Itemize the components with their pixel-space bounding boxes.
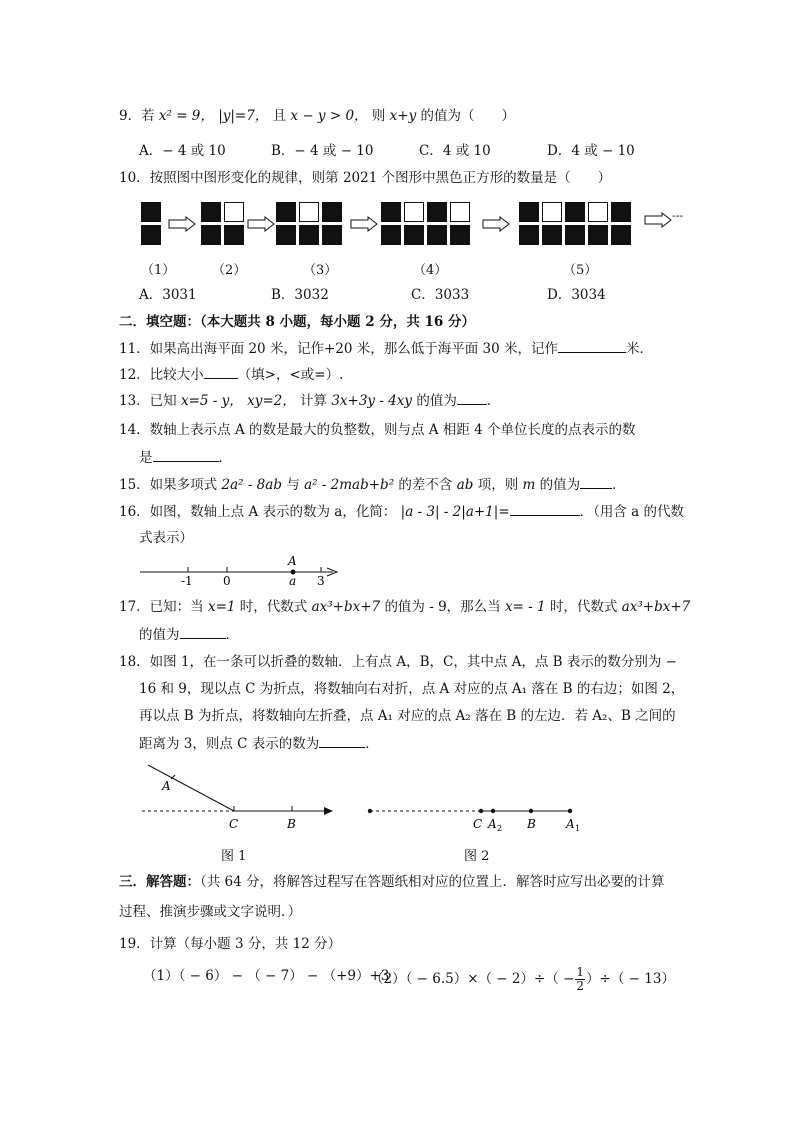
fraction-denominator: 2 xyxy=(576,979,585,993)
q14-line-2 xyxy=(139,447,232,468)
q10-option-b: B．3032 xyxy=(271,287,329,303)
q16-text: ．（用含 a 的代数 xyxy=(579,504,685,520)
black-square xyxy=(276,202,296,222)
q10-option-d: D．3034 xyxy=(547,287,606,303)
figure-label-3: （3） xyxy=(303,263,338,278)
fraction-numerator: 1 xyxy=(576,965,585,979)
q15-text: ． xyxy=(612,477,626,493)
figure-label-4: （4） xyxy=(413,263,448,278)
q16-line-1 xyxy=(119,501,684,522)
q17-line-2 xyxy=(139,624,239,645)
white-square xyxy=(588,202,608,222)
black-square xyxy=(322,225,342,245)
q9-equation-1: x² = 9， xyxy=(158,108,214,124)
q15-variable: m xyxy=(522,477,536,493)
q16-text: 16．如图，数轴上点 A 表示的数为 a，化简： xyxy=(119,504,397,520)
black-square xyxy=(381,225,401,245)
answer-blank xyxy=(457,390,487,405)
point-a2-label: A xyxy=(488,817,497,831)
q13-text: ． xyxy=(486,393,501,409)
q13-text: 计算 xyxy=(300,393,328,409)
point-a-label: A xyxy=(288,554,297,568)
q15-term: ab xyxy=(456,477,474,493)
ellipsis: --- xyxy=(672,209,684,222)
section-2-header xyxy=(119,312,475,332)
black-square xyxy=(322,202,342,222)
tick-label: 0 xyxy=(223,574,231,588)
q13 xyxy=(119,390,500,411)
axis-arrow-icon xyxy=(324,807,333,815)
q17-line-1 xyxy=(119,597,690,617)
q17-condition: x= - 1 xyxy=(504,599,546,615)
figure-2-caption: 图 2 xyxy=(464,849,490,864)
q17-expression: ax³+bx+7 xyxy=(621,599,691,615)
white-square xyxy=(404,202,424,222)
black-square xyxy=(224,225,244,245)
q9-expression: x+y xyxy=(389,108,417,124)
black-square xyxy=(542,225,562,245)
q14-text: 是 xyxy=(139,450,153,466)
q17-text: 的值为 - 9，那么当 xyxy=(384,599,501,615)
black-square xyxy=(381,202,401,222)
right-arrow-icon xyxy=(247,216,275,232)
q12 xyxy=(119,364,343,385)
figure-1-caption: 图 1 xyxy=(221,849,247,864)
q15-text: 项，则 xyxy=(477,477,519,493)
black-square xyxy=(611,225,631,245)
q13-text: 的值为 xyxy=(416,393,457,409)
black-square xyxy=(141,202,161,222)
q18-text: ． xyxy=(365,736,379,752)
figure-label-1: （1） xyxy=(141,263,176,278)
black-square xyxy=(565,202,585,222)
section-3-text: （共 64 分，将解答过程写在答题纸相对应的位置上．解答时应写出必要的计算 xyxy=(200,874,665,890)
q9-option-c: C．4 或 10 xyxy=(419,143,491,159)
black-square xyxy=(611,202,631,222)
point-b-label: B xyxy=(287,817,296,831)
q16-expression: |a - 3| - 2|a+1|= xyxy=(400,504,510,520)
q15-polynomial-1: 2a² - 8ab xyxy=(221,477,282,493)
right-arrow-icon xyxy=(350,216,378,232)
black-square xyxy=(588,225,608,245)
point-a2-subscript: 2 xyxy=(497,824,503,833)
q9-stem xyxy=(119,106,515,126)
q19-part-2 xyxy=(370,966,675,993)
q10-option-a: A．3031 xyxy=(139,287,197,303)
q11-text: 11．如果高出海平面 20 米，记作+20 米，那么低于海平面 30 米，记作 xyxy=(119,341,558,357)
q13-text: 13．已知 xyxy=(119,393,177,409)
point-a1-label: A xyxy=(566,817,575,831)
point-a-value: a xyxy=(289,574,297,588)
black-square xyxy=(201,202,221,222)
figure-label-5: （5） xyxy=(563,263,598,278)
figure-label-2: （2） xyxy=(212,263,247,278)
q18-figure-2 xyxy=(360,760,590,835)
q19-part-1: （1）（ − 6） − （ − 7） − （+9）+3 xyxy=(143,968,390,984)
q13-equation: xy=2， xyxy=(247,393,296,409)
q15-text: 15．如果多项式 xyxy=(119,477,218,493)
right-arrow-icon xyxy=(482,216,510,232)
black-square xyxy=(201,225,221,245)
q17-text: 17．已知：当 xyxy=(119,599,204,615)
q12-text: 12．比较大小 xyxy=(119,367,204,383)
answer-blank xyxy=(319,733,365,748)
q15-text: 的差不含 xyxy=(398,477,453,493)
q10-stem: 10．按照图中图形变化的规律，则第 2021 个图形中黑色正方形的数量是（ ） xyxy=(119,170,612,186)
answer-blank xyxy=(153,447,219,462)
q9-option-a: A．− 4 或 10 xyxy=(139,143,226,159)
black-square xyxy=(519,202,539,222)
black-square xyxy=(565,225,585,245)
q17-text: 时，代数式 xyxy=(239,599,308,615)
q18-line-3: 再以点 B 为折点，将数轴向左折叠，点 A₁ 对应的点 A₂ 落在 B 的左边．若 A₂、B 之间的 xyxy=(139,708,676,724)
white-square xyxy=(299,202,319,222)
point-c-dot xyxy=(479,809,483,813)
folded-axis xyxy=(148,765,234,811)
q18-line-2: 16 和 9，现以点 C 为折点，将数轴向右对折，点 A 对应的点 A₁ 落在 B 的右边；如图 2， xyxy=(139,681,685,697)
q18-text: 距离为 3，则点 C 表示的数为 xyxy=(139,736,320,752)
q14-line-1: 14．数轴上表示点 A 的数是最大的负整数，则与点 A 相距 4 个单位长度的点表示的数 xyxy=(119,422,636,438)
point-c-label: C xyxy=(473,817,483,831)
white-square xyxy=(450,202,470,222)
q13-expression: 3x+3y - 4xy xyxy=(331,393,413,409)
point-a1-dot xyxy=(568,809,572,813)
q18-line-4 xyxy=(139,733,379,754)
white-square xyxy=(542,202,562,222)
black-square xyxy=(276,225,296,245)
point-c-label: C xyxy=(229,817,239,831)
black-square xyxy=(404,225,424,245)
q12-text: （填>，<或=）. xyxy=(237,367,344,383)
q14-text: ． xyxy=(218,450,232,466)
q19-stem: 19．计算（每小题 3 分，共 12 分） xyxy=(119,936,342,952)
section-3-title: 三．解答题： xyxy=(119,874,200,890)
q15 xyxy=(119,474,626,495)
fraction xyxy=(575,966,585,993)
q19-text: ）÷（ − 13） xyxy=(586,971,675,987)
tick-label: 3 xyxy=(317,574,325,588)
point-b-dot xyxy=(529,809,533,813)
black-square xyxy=(450,225,470,245)
black-square xyxy=(299,225,319,245)
answer-blank xyxy=(580,474,612,489)
q17-condition: x=1 xyxy=(207,599,236,615)
point-a-label: A xyxy=(162,779,171,793)
q9-option-d: D．4 或 − 10 xyxy=(547,143,635,159)
black-square xyxy=(427,225,447,245)
black-square xyxy=(519,225,539,245)
q17-text: 时，代数式 xyxy=(549,599,618,615)
q9-number: 9．若 xyxy=(119,108,155,124)
point-a1-subscript: 1 xyxy=(575,824,581,833)
q17-expression: ax³+bx+7 xyxy=(311,599,381,615)
section-2-title: 二．填空题：（本大题共 8 小题，每小题 2 分，共 16 分） xyxy=(119,314,476,330)
answer-blank xyxy=(180,624,226,639)
white-square xyxy=(224,202,244,222)
q9-option-b: B．− 4 或 − 10 xyxy=(271,143,374,159)
black-square xyxy=(141,225,161,245)
point-a2-dot xyxy=(491,809,495,813)
point-b-label: B xyxy=(527,817,536,831)
q11-text: 米． xyxy=(625,341,653,357)
q15-text: 的值为 xyxy=(539,477,581,493)
q17-text: ． xyxy=(225,627,239,643)
q11 xyxy=(119,338,653,359)
q15-text: 与 xyxy=(286,477,300,493)
black-square xyxy=(427,202,447,222)
right-arrow-icon xyxy=(168,216,196,232)
q18-figure-1 xyxy=(138,760,338,835)
q10-option-c: C．3033 xyxy=(411,287,470,303)
section-3-line-2: 过程、推演步骤或文字说明．） xyxy=(119,904,302,920)
q19-text: （2）（ − 6.5）×（ − 2）÷（ − xyxy=(370,971,575,987)
tick-label: -1 xyxy=(181,574,193,588)
q18-line-1: 18．如图 1，在一条可以折叠的数轴．上有点 A，B，C，其中点 A，点 B 表示的数分别为 − xyxy=(119,654,677,670)
q17-text: 的值为 xyxy=(139,627,180,643)
answer-blank xyxy=(204,364,238,379)
endpoint-dot xyxy=(368,809,372,813)
answer-blank xyxy=(558,338,626,353)
q9-equation-2: |y|=7， xyxy=(218,108,269,124)
q15-polynomial-2: a² - 2mab+b² xyxy=(304,477,395,493)
q9-text: 且 xyxy=(272,108,287,124)
q9-text: 则 xyxy=(371,108,386,124)
answer-blank xyxy=(510,501,580,516)
section-3-line-1 xyxy=(119,872,665,892)
q16-line-2: 式表示） xyxy=(139,530,193,546)
q9-text: 的值为（ ） xyxy=(420,108,515,124)
q13-equation: x=5 - y， xyxy=(180,393,243,409)
q9-equation-3: x − y > 0， xyxy=(290,108,368,124)
q16-number-line xyxy=(135,552,350,590)
right-arrow-icon xyxy=(644,212,672,228)
